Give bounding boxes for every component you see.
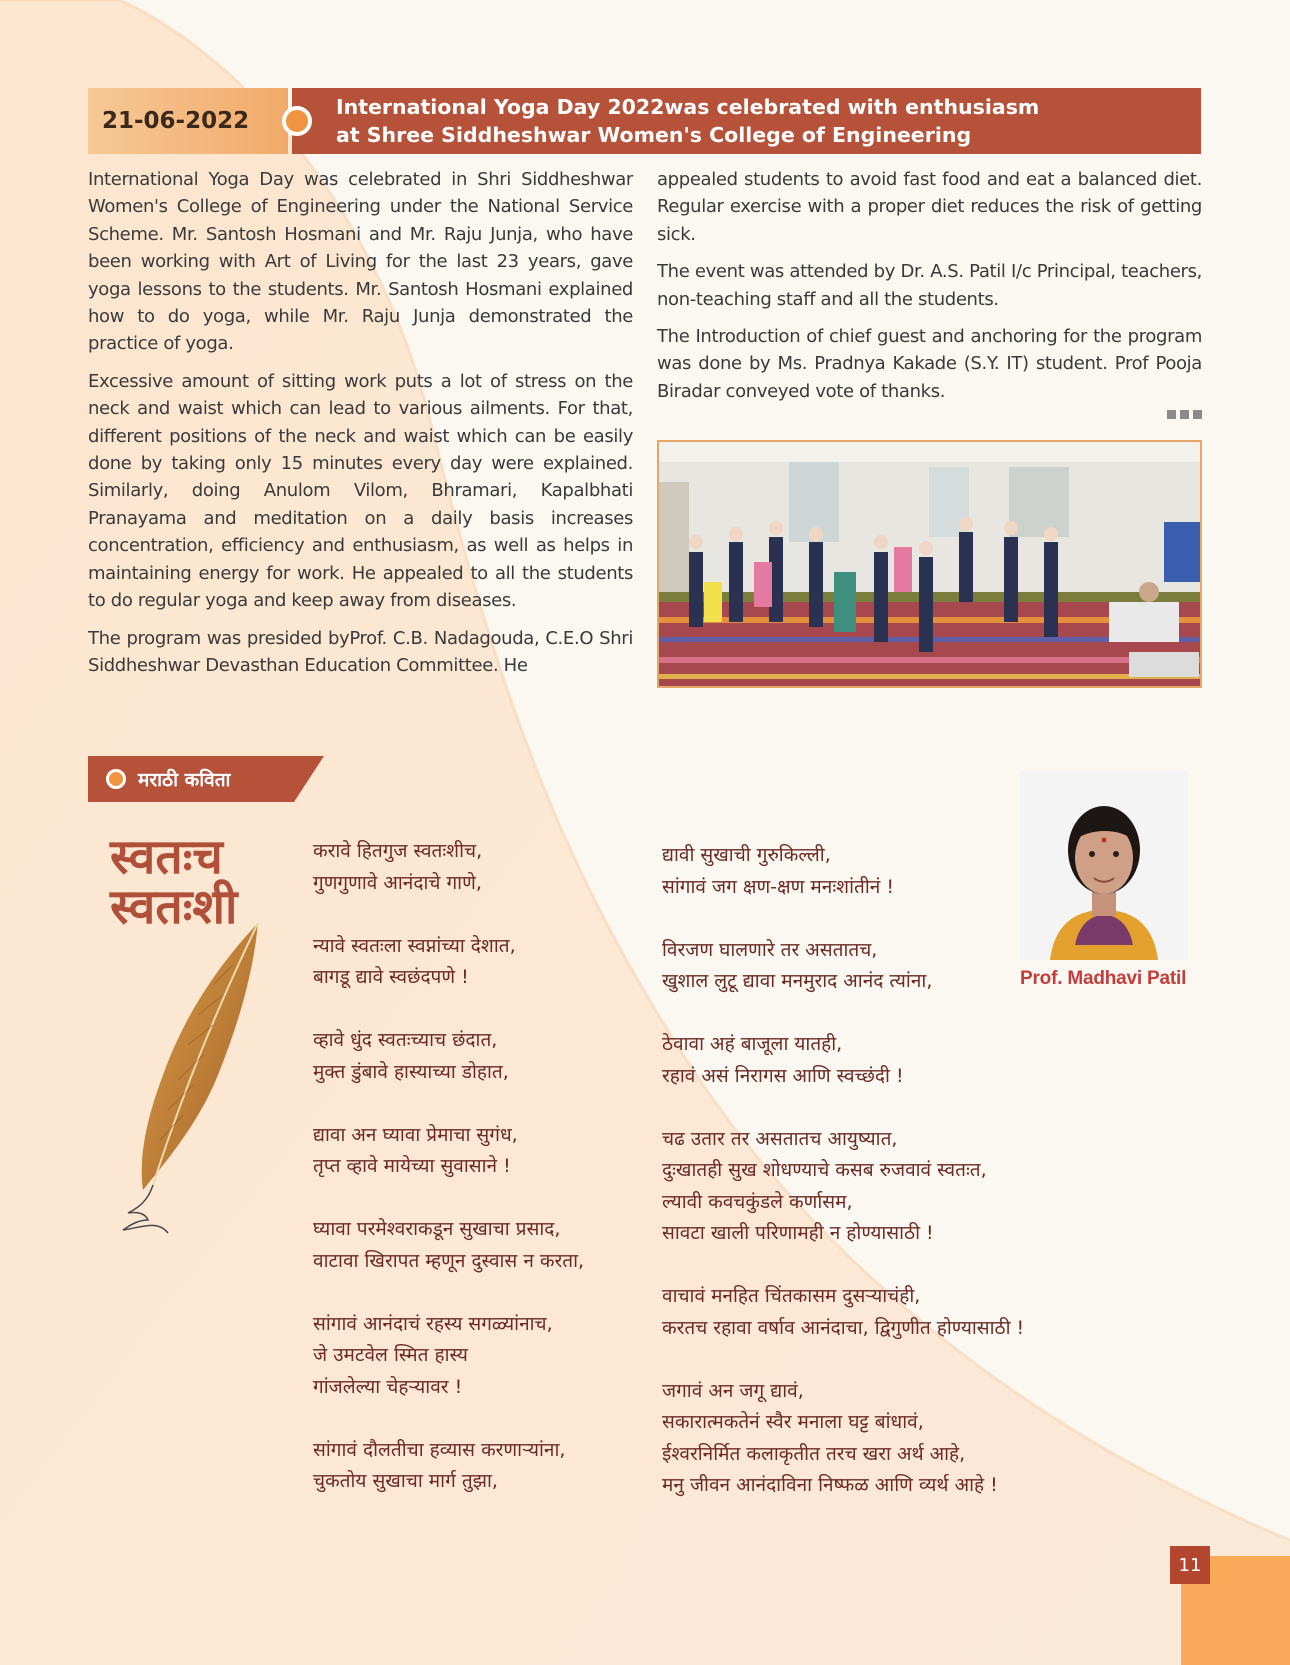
poem-title-line-2: स्वतःशी [110, 879, 238, 935]
poem-title-line-1: स्वतःच [110, 829, 223, 885]
poem-line: करावे हितगुज स्वतःशीच, [313, 840, 483, 862]
article-paragraph: The event was attended by Dr. A.S. Patil I/c Principal, teachers, non-teaching staff and all the students. [657, 261, 1202, 310]
poem-stanza [313, 1120, 653, 1183]
poem-line: व्हावे धुंद स्वतःच्याच छंदात, [313, 1029, 498, 1051]
poem-line: वाचावं मनहित चिंतकासम दुसऱ्याचंही, [662, 1285, 921, 1307]
event-date: 21-06-2022 [88, 88, 288, 154]
poem-line: सकारात्मकतेनं स्वैर मनाला घट्ट बांधावं, [662, 1411, 924, 1433]
yoga-event-photo [657, 440, 1202, 688]
section-tab-label: मराठी कविता [138, 769, 231, 791]
poem-line: ईश्वरनिर्मित कलाकृतीत तरच खरा अर्थ आहे, [662, 1442, 966, 1465]
author-portrait [1020, 770, 1188, 960]
poem-line: चढ उतार तर असतातच आयुष्यात, [662, 1127, 898, 1150]
poem-line: घ्यावा परमेश्वराकडून सुखाचा प्रसाद, [313, 1218, 561, 1240]
article-paragraph: appealed students to avoid fast food and eat a balanced diet. Regular exercise with a proper diet reduces the risk of getting sick. [657, 169, 1202, 245]
poem-stanza [662, 1376, 1132, 1502]
feather-quill-icon [118, 915, 278, 1235]
poem-line: मनु जीवन आनंदाविना निष्फळ आणि व्यर्थ आहे ! [662, 1474, 998, 1496]
article-title-line-2: at Shree Siddheshwar Women's College of Engineering [336, 123, 972, 147]
author-name: Prof. Madhavi Patil [1020, 968, 1187, 989]
poem-line: द्यावा अन घ्यावा प्रेमाचा सुगंध, [313, 1123, 518, 1146]
poem-line: तृप्त व्हावे मायेच्या सुवासाने ! [313, 1155, 511, 1177]
poem-line: दुःखातही सुख शोधण्याचे कसब रुजवावं स्वतःत, [662, 1159, 987, 1181]
poem-line: विरजण घालणारे तर असतातच, [662, 938, 878, 961]
poem-left-column [313, 836, 653, 1529]
poem-line: मुक्त डुंबावे हास्याच्या डोहात, [313, 1060, 509, 1083]
header-bullet-icon [282, 106, 312, 136]
poem-line: ठेवावा अहं बाजूला यातही, [662, 1033, 843, 1055]
poem-stanza [313, 1309, 653, 1404]
article-paragraph: Excessive amount of sitting work puts a lot of stress on the neck and waist which can lead to various ailments. For that, different positions of the neck and waist which can be easily done by taking only 15 minutes every day were explained. Similarly, doing Anulom Vilom, Bhramari, Kapalbhati Pranayama and meditation on a daily basis increases concentration, efficiency and enthusiasm, as well as helps in maintaining energy for work. He appealed to all the students to do regular yoga and keep away from diseases. [88, 370, 633, 612]
section-tab-marathi-poem [88, 756, 324, 802]
poem-line: बागडू द्यावे स्वछंदपणे ! [313, 966, 469, 988]
page-number: 11 [1170, 1546, 1210, 1584]
poem-stanza [313, 931, 653, 994]
poem-line: वाटावा खिरापत म्हणून दुस्वास न करता, [313, 1249, 585, 1272]
poem-line: जगावं अन जगू द्यावं, [662, 1379, 804, 1402]
poem-line: चुकतोय सुखाचा मार्ग तुझा, [313, 1470, 498, 1492]
poem-stanza [662, 1124, 1132, 1250]
poem-stanza [662, 1029, 1132, 1092]
poem-line: सांगावं आनंदाचं रहस्य सगळ्यांनाच, [313, 1312, 553, 1335]
article-paragraph: International Yoga Day was celebrated in Shri Siddheshwar Women's College of Engineering under the National Service Scheme. Mr. Santosh Hosmani and Mr. Raju Junja, who have been working with Art of Living for the last 23 years, gave yoga lessons to the students. Mr. Santosh Hosmani explained how to do yoga, while Mr. Raju Junja demonstrated the practice of yoga. [88, 169, 633, 355]
poem-line: करतच रहावा वर्षाव आनंदाचा, द्विगुणीत होण्यासाठी ! [662, 1316, 1025, 1339]
poem-line: खुशाल लुटू द्यावा मनमुराद आनंद त्यांना, [662, 970, 933, 992]
poem-line: ल्यावी कवचकुंडले कर्णासम, [662, 1190, 853, 1213]
poem-line: द्यावी सुखाची गुरुकिल्ली, [662, 844, 831, 866]
article-left-column [88, 166, 633, 689]
poem-line: सावटा खाली परिणामही न होण्यासाठी ! [662, 1222, 934, 1244]
poem-stanza [313, 1435, 653, 1498]
section-bullet-icon [106, 769, 126, 789]
article-title-line-1: International Yoga Day 2022was celebrated with enthusiasm [336, 95, 1040, 119]
poem-line: सांगावं दौलतीचा हव्यास करणाऱ्यांना, [313, 1438, 566, 1461]
poem-stanza [662, 1281, 1132, 1344]
poem-stanza [313, 1214, 653, 1277]
article-paragraph: The program was presided byProf. C.B. Nadagouda, C.E.O Shri Siddheshwar Devasthan Education Committee. He [88, 627, 633, 676]
article-paragraph: The Introduction of chief guest and anchoring for the program was done by Ms. Pradnya Kakade (S.Y. IT) student. Prof Pooja Biradar conveyed vote of thanks. [657, 326, 1202, 402]
poem-line: सांगावं जग क्षण-क्षण मनःशांतीनं ! [662, 875, 894, 898]
poem-stanza [313, 836, 653, 899]
poem-line: जे उमटवेल स्मित हास्य [313, 1344, 468, 1366]
poem-line: गुणगुणावे आनंदाचे गाणे, [313, 871, 482, 894]
article-right-column [657, 166, 1202, 415]
poem-line: न्यावे स्वतःला स्वप्नांच्या देशात, [313, 934, 516, 957]
poem-line: गांजलेल्या चेहऱ्यावर ! [313, 1375, 463, 1398]
poem-line: रहावं असं निरागस आणि स्वच्छंदी ! [662, 1064, 904, 1087]
continuation-dots-icon [1167, 410, 1203, 419]
poem-stanza [313, 1025, 653, 1088]
article-title [292, 88, 1201, 154]
